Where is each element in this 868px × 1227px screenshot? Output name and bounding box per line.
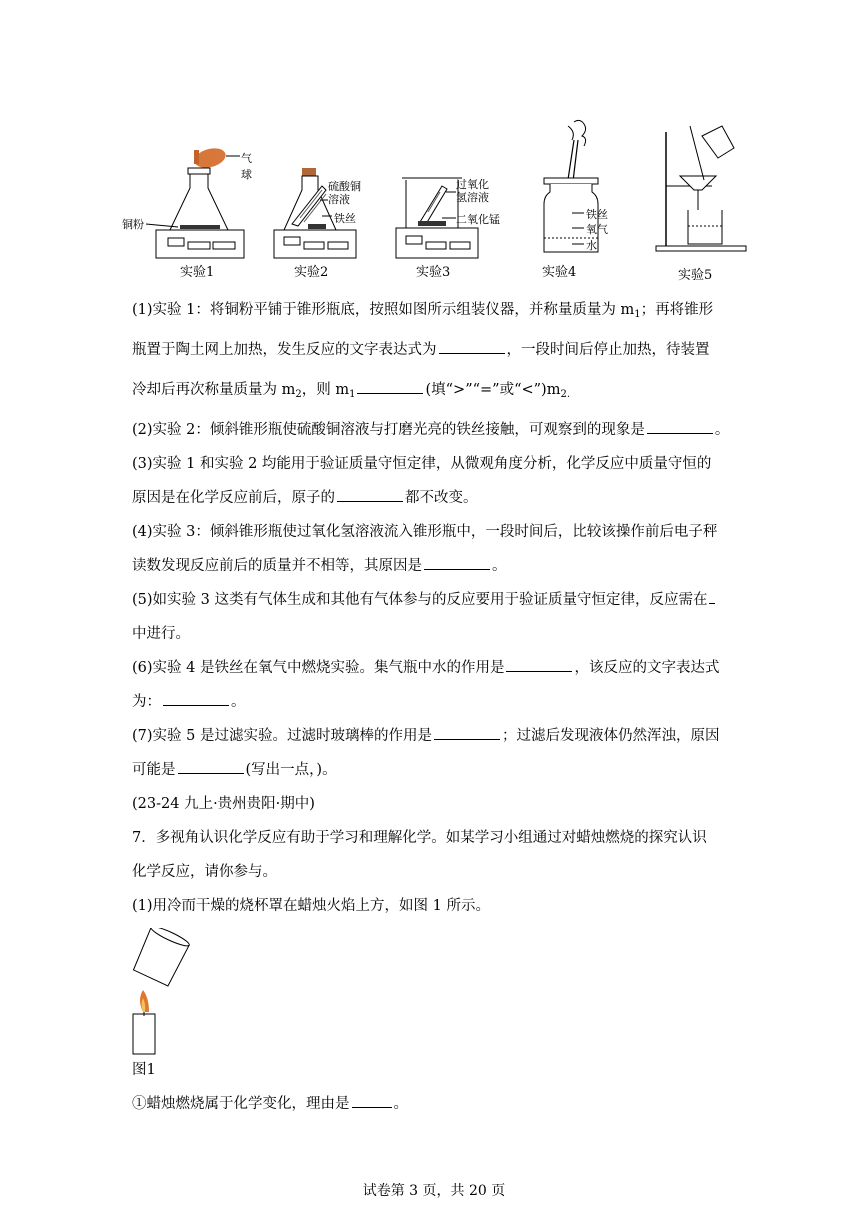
question-1-text-f: ，则 m xyxy=(301,382,350,398)
question-1-text-b: ；再将锥形 xyxy=(640,302,714,318)
experiment-1-caption: 实验1 xyxy=(180,265,215,280)
water-label: 水 xyxy=(586,239,597,252)
iron-wire-label-4: 铁丝 xyxy=(586,208,608,221)
experiment-2-caption: 实验2 xyxy=(294,265,329,280)
copper-powder-label: 铜粉 xyxy=(122,218,144,231)
copper-sulfate-label xyxy=(328,180,361,206)
question-1-text-e: 冷却后再次称量质量为 m xyxy=(132,382,296,398)
question-1-text-a: (1)实验 1：将铜粉平铺于锥形瓶底，按照如图所示组装仪器，并称量质量为 m xyxy=(132,302,635,318)
experiment-2-figure xyxy=(270,118,380,283)
question-1-text-c: 瓶置于陶土网上加热，发生反应的文字表达式为 xyxy=(132,342,437,358)
answer-blank[interactable] xyxy=(709,589,715,604)
question-2 xyxy=(132,414,744,447)
answer-blank[interactable] xyxy=(434,725,500,740)
subscript: 1 xyxy=(349,389,356,400)
answer-blank[interactable] xyxy=(352,1093,392,1108)
question-4-line-1: (4)实验 3：倾斜锥形瓶使过氧化氢溶液流入锥形瓶中，一段时间后，比较该操作前后电子秤 xyxy=(132,524,718,540)
question-5-line-1 xyxy=(132,584,744,617)
question-1-text-d: ，一段时间后停止加热，待装置 xyxy=(506,342,710,358)
answer-blank[interactable] xyxy=(424,555,490,570)
experiment-5-figure xyxy=(650,118,760,283)
copper-sulfate-label-line2: 溶液 xyxy=(328,193,350,206)
question-6-text-c: 为： xyxy=(132,694,161,710)
question-3-line-1: (3)实验 1 和实验 2 均能用于验证质量守恒定律，从微观角度分析，化学反应中质量守恒的 xyxy=(132,456,712,472)
subquestion-1-text: ①蜡烛燃烧属于化学变化，理由是 xyxy=(132,1096,350,1112)
subscript: 1 xyxy=(634,309,641,320)
question-5-line-2: 中进行。 xyxy=(132,626,190,642)
experiment-figures xyxy=(120,118,760,288)
hydrogen-peroxide-label-line2: 氢溶液 xyxy=(456,191,489,204)
experiment-3-figure xyxy=(392,118,532,283)
experiment-5-diagram xyxy=(650,118,760,283)
answer-blank[interactable] xyxy=(178,759,244,774)
problem-7-line-1: 7．多视角认识化学反应有助于学习和理解化学。如某学习小组通过对蜡烛燃烧的探究认识 xyxy=(132,830,707,846)
subscript: 2 xyxy=(295,389,302,400)
figure-1-caption: 图1 xyxy=(132,1062,156,1078)
hydrogen-peroxide-label xyxy=(456,178,489,204)
question-7-text-d: (写出一点，)。 xyxy=(245,762,337,778)
question-1-text-g: (填“>”“=”或“<”)m xyxy=(425,382,561,398)
figure-1-candle-beaker xyxy=(125,928,195,1058)
answer-blank[interactable] xyxy=(337,487,403,502)
hydrogen-peroxide-label-line1: 过氧化 xyxy=(456,178,489,191)
answer-blank[interactable] xyxy=(506,657,572,672)
question-7-line-2 xyxy=(132,754,744,787)
question-6-text-b: ，该反应的文字表达式 xyxy=(574,660,720,676)
experiment-1-figure xyxy=(122,118,252,283)
answer-blank[interactable] xyxy=(357,379,423,394)
source-note: (23-24 九上·贵州贵阳·期中) xyxy=(132,796,315,812)
answer-blank[interactable] xyxy=(647,419,713,434)
experiment-1-diagram xyxy=(128,118,248,283)
copper-sulfate-label-line1: 硫酸铜 xyxy=(328,180,361,193)
question-5-text: (5)如实验 3 这类有气体生成和其他有气体参与的反应要用于验证质量守恒定律，反应需在 xyxy=(132,592,708,608)
problem-7-subquestion-1 xyxy=(132,1088,744,1121)
answer-blank[interactable] xyxy=(163,691,229,706)
question-4-text-a: 读数发现反应前后的质量并不相等，其原因是 xyxy=(132,558,422,574)
question-6-text-a: (6)实验 4 是铁丝在氧气中燃烧实验。集气瓶中水的作用是 xyxy=(132,660,505,676)
question-7-text-c: 可能是 xyxy=(132,762,176,778)
experiment-3-caption: 实验3 xyxy=(416,265,451,280)
iron-wire-label: 铁丝 xyxy=(334,212,356,225)
subscript: 2. xyxy=(560,389,571,400)
experiment-4-figure xyxy=(528,118,638,283)
question-7-text-b: ；过滤后发现液体仍然浑浊，原因 xyxy=(501,728,720,744)
question-2-text: (2)实验 2：倾斜锥形瓶使硫酸铜溶液与打磨光亮的铁丝接触，可观察到的现象是 xyxy=(132,422,645,438)
balloon-label: 气球 xyxy=(241,152,252,181)
oxygen-label: 氧气 xyxy=(586,223,608,236)
question-1-line-1 xyxy=(132,294,744,331)
question-2-end: 。 xyxy=(714,422,730,438)
answer-blank[interactable] xyxy=(439,339,505,354)
question-1-line-2 xyxy=(132,334,744,367)
question-3-line-2 xyxy=(132,482,744,515)
page-footer: 试卷第 3 页，共 20 页 xyxy=(362,1183,506,1199)
problem-7-question-1: (1)用冷而干燥的烧杯罩在蜡烛火焰上方，如图 1 所示。 xyxy=(132,898,490,914)
question-6-text-d: 。 xyxy=(231,694,246,710)
question-6-line-1 xyxy=(132,652,744,685)
question-3-text-a: 原因是在化学反应前后，原子的 xyxy=(132,490,335,506)
question-4-text-b: 。 xyxy=(492,558,507,574)
question-3-text-b: 都不改变。 xyxy=(405,490,478,506)
experiment-4-diagram xyxy=(528,118,638,283)
question-7-text-a: (7)实验 5 是过滤实验。过滤时玻璃棒的作用是 xyxy=(132,728,432,744)
subquestion-1-end: 。 xyxy=(393,1096,408,1112)
question-7-line-1 xyxy=(132,720,744,753)
manganese-dioxide-label: 二氧化锰 xyxy=(456,213,500,226)
experiment-2-diagram xyxy=(270,118,380,283)
question-4-line-2 xyxy=(132,550,744,583)
problem-7-line-2: 化学反应，请你参与。 xyxy=(132,864,277,880)
question-1-line-3 xyxy=(132,374,744,411)
question-6-line-2 xyxy=(132,686,744,719)
experiment-5-caption: 实验5 xyxy=(678,268,713,283)
experiment-4-caption: 实验4 xyxy=(542,265,577,280)
